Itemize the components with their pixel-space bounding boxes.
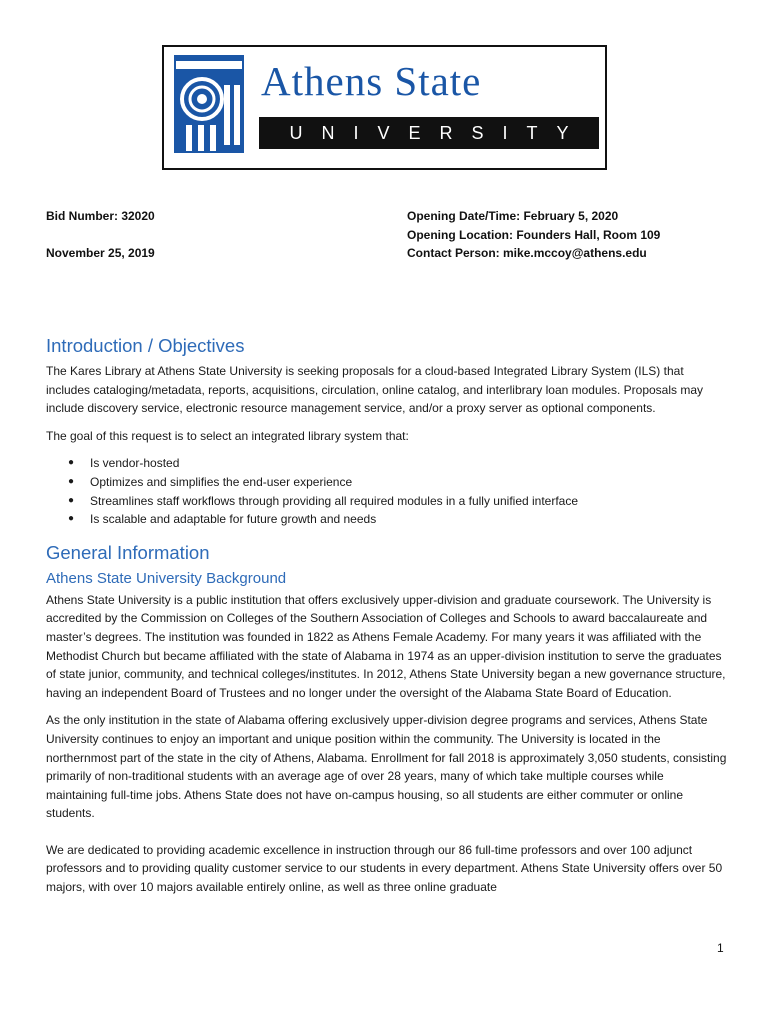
intro-paragraph: The Kares Library at Athens State University is seeking proposals for a cloud-based Integrated Library System (ILS) that includes cataloging/metadata, reports, acquisitions, circulation, online catalog, and interlibrary loan modules. Proposals may include discovery service, electronic resource management service, and/or a proxy server as optional components. [46, 364, 704, 416]
bid-date: November 25, 2019 [46, 246, 155, 260]
goal-list [46, 454, 728, 528]
list-item: ● Streamlines staff workflows through providing all required modules in a fully unified interface [46, 492, 728, 511]
background-paragraph-2: As the only institution in the state of Alabama offering exclusively upper-division degree programs and services, Athens State University continues to enjoy an important and unique position within the community. The University is located in the northernmost part of the state in the city of Athens, Alabama. Enrollment for fall 2018 is approximately 3,050 students, consisting primarily of non-traditional students with an average age of over 28 years, many of which take multiple courses while maintaining full-time jobs. Athens State does not have on-campus housing, so all students are either commuter or online students. [46, 713, 727, 821]
background-paragraph-3: We are dedicated to providing academic excellence in instruction through our 86 full-time professors and over 100 adjunct professors and to providing quality customer service to our students in every department. Athens State University offers over 50 majors, with over 10 majors available entirely online, as well as three online graduate [46, 842, 723, 895]
bid-number: Bid Number: 32020 [46, 209, 155, 223]
university-logo [162, 45, 607, 170]
opening-datetime: Opening Date/Time: February 5, 2020 [407, 209, 619, 223]
bid-meta-right [407, 207, 660, 263]
opening-location: Opening Location: Founders Hall, Room 109 [407, 227, 661, 242]
document-body [46, 334, 728, 906]
logo-wordmark: Athens State [261, 58, 482, 104]
bid-meta-left [46, 207, 155, 263]
list-item: ● Is scalable and adaptable for future growth and needs [46, 510, 728, 529]
intro-heading: Introduction / Objectives [46, 335, 245, 356]
general-heading: General Information [46, 541, 210, 563]
ionic-column-logo-icon [174, 55, 244, 153]
goal-paragraph: The goal of this request is to select an integrated library system that: [46, 428, 409, 443]
logo-university-band: UNIVERSITY [259, 117, 599, 149]
list-item: ● Optimizes and simplifies the end-user experience [46, 473, 728, 492]
list-item: ● Is vendor-hosted [46, 454, 728, 473]
page-number: 1 [717, 941, 724, 955]
contact-person: Contact Person: mike.mccoy@athens.edu [407, 246, 647, 260]
background-paragraph-1: Athens State University is a public institution that offers exclusively upper-division and graduate coursework. The University is accredited by the Commission on Colleges of the Southern Association of Colleges and Schools to award baccalaureate and master’s degrees. The institution was founded in 1822 as Athens Female Academy. For many years it was affiliated with the Methodist Church but became affiliated with the state of Alabama in 1974 as an upper-division institution to serve the graduates of state junior, community, and technical colleges/institutes. In 2012, Athens State University began a new governance structure, having an independent Board of Trustees and no longer under the oversight of the Alabama State Board of Education. [46, 592, 726, 700]
background-subheading: Athens State University Background [46, 569, 287, 587]
